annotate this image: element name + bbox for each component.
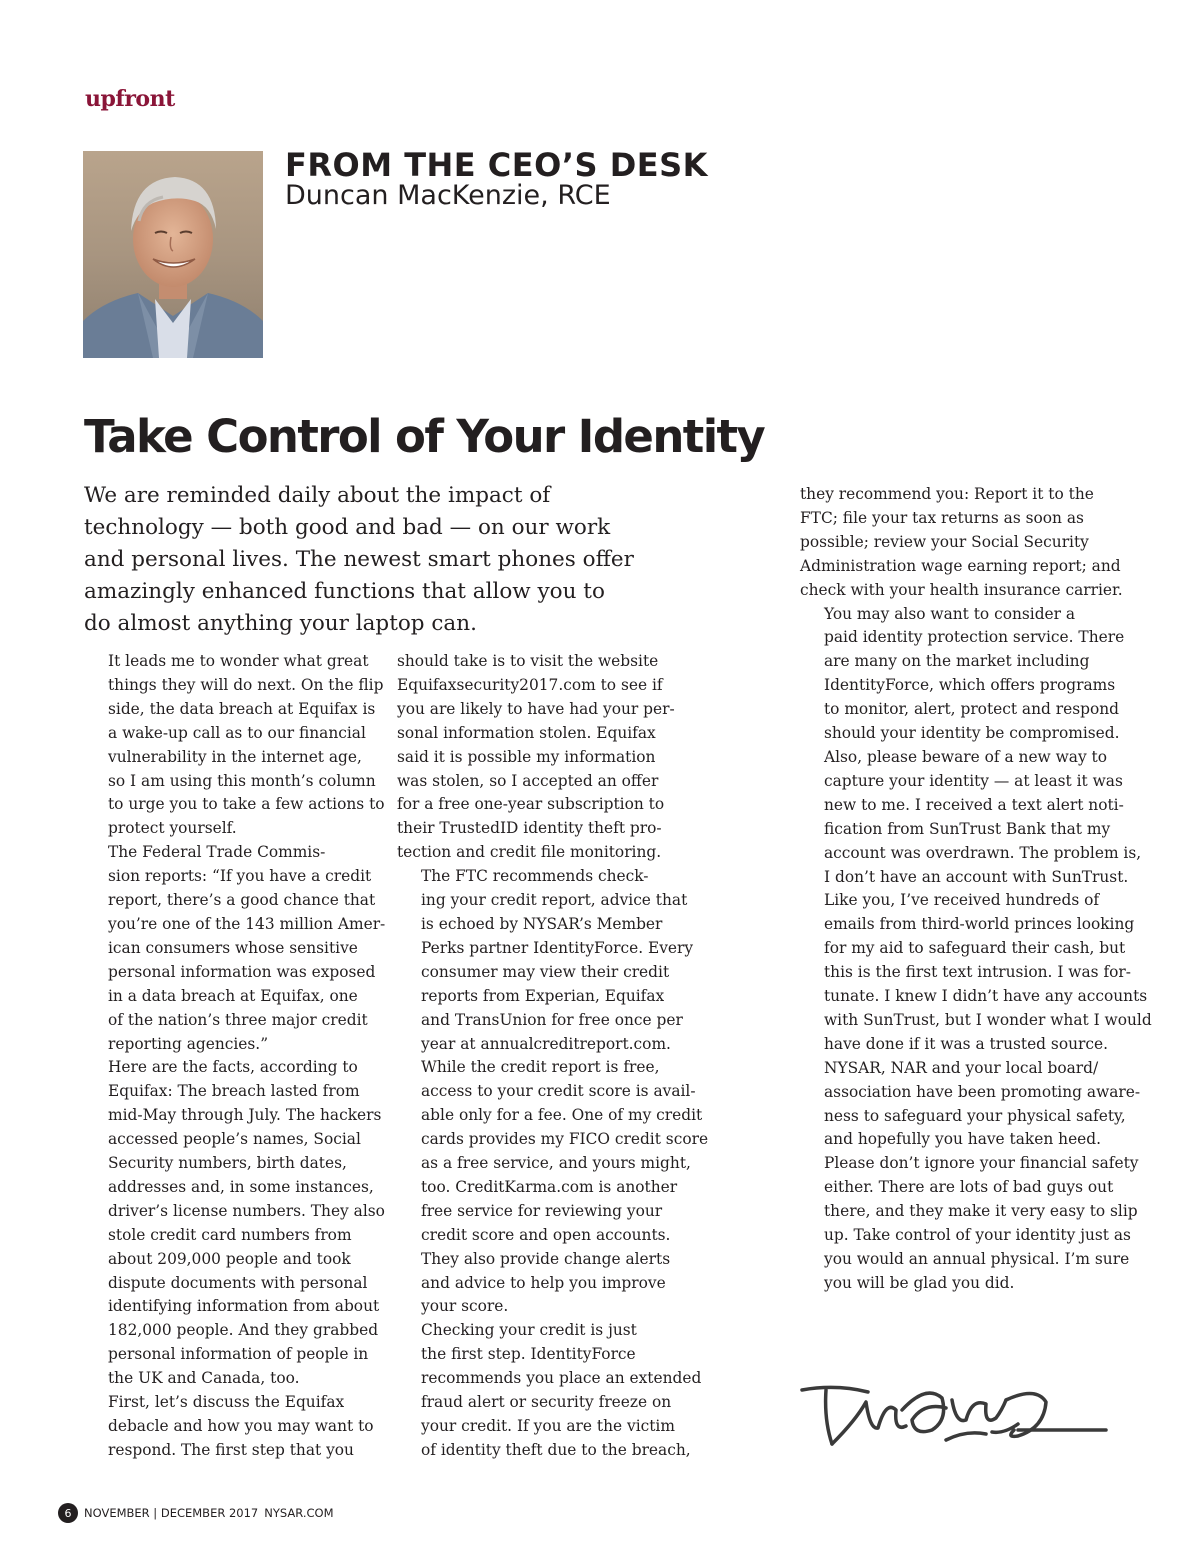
text-line: up. Take control of your identity just as: [824, 1226, 1131, 1245]
text-line: should take is to visit the website: [397, 652, 659, 670]
text-line: a wake-up call as to our financial: [108, 723, 366, 742]
paragraph: [397, 650, 692, 865]
text-line: year at annualcreditreport.com.: [421, 1034, 671, 1053]
text-line: possible; review your Social Security: [800, 532, 1089, 551]
text-line: fraud alert or security freeze on: [421, 1393, 672, 1412]
text-line: The Federal Trade Commis-: [108, 843, 326, 862]
text-line: respond. The first step that you: [108, 1440, 354, 1459]
paragraph: [800, 483, 1130, 603]
text-line: IdentityForce, which offers programs: [824, 676, 1116, 695]
page-footer: [58, 1503, 334, 1523]
text-line: check with your health insurance carrier.: [800, 580, 1123, 599]
paragraph: [84, 1391, 379, 1463]
deck-line: We are reminded daily about the impact of: [84, 483, 551, 508]
text-line: While the credit report is free,: [421, 1058, 660, 1077]
text-line: the UK and Canada, too.: [108, 1369, 300, 1388]
paragraph: [397, 1319, 702, 1462]
text-line: emails from third-world princes looking: [824, 915, 1135, 934]
text-line: Also, please beware of a new way to: [824, 747, 1108, 766]
text-line: said it is possible my information: [397, 747, 656, 766]
paragraph: [800, 746, 1152, 1057]
text-line: things they will do next. On the flip: [108, 675, 384, 694]
text-line: paid identity protection service. There: [824, 628, 1125, 647]
text-line: report, there’s a good chance that: [108, 891, 376, 910]
text-line: It leads me to wonder what great: [108, 652, 369, 670]
text-line: FTC; file your tax returns as soon as: [800, 508, 1084, 527]
text-line: Equifax: The breach lasted from: [108, 1082, 360, 1101]
text-line: either. There are lots of bad guys out: [824, 1178, 1114, 1197]
text-line: access to your credit score is avail-: [421, 1082, 696, 1101]
deck-intro: [84, 480, 684, 640]
text-line: side, the data breach at Equifax is: [108, 699, 376, 718]
text-line: new to me. I received a text alert noti-: [824, 795, 1124, 814]
text-line: addresses and, in some instances,: [108, 1177, 374, 1196]
text-line: stole credit card numbers from: [108, 1225, 352, 1244]
page-title: Take Control of Your Identity: [84, 410, 765, 463]
text-line: Perks partner IdentityForce. Every: [421, 938, 694, 957]
text-line: their TrustedID identity theft pro-: [397, 819, 662, 838]
body-column-3: [800, 483, 1152, 1296]
text-line: the first step. IdentityForce: [421, 1345, 636, 1364]
paragraph: [800, 603, 1130, 746]
body-column-2: [397, 650, 709, 1463]
text-line: credit score and open accounts.: [421, 1225, 671, 1244]
text-line: tunate. I knew I didn’t have any accounts: [824, 987, 1148, 1006]
text-line: personal information of people in: [108, 1345, 369, 1364]
text-line: of identity theft due to the breach,: [421, 1440, 691, 1459]
text-line: Security numbers, birth dates,: [108, 1154, 347, 1173]
text-line: Please don’t ignore your financial safety: [824, 1154, 1139, 1173]
text-line: your score.: [421, 1297, 509, 1316]
text-line: cards provides my FICO credit score: [421, 1130, 709, 1149]
text-line: and hopefully you have taken heed.: [824, 1130, 1102, 1149]
text-line: ness to safeguard your physical safety,: [824, 1106, 1126, 1125]
issue-date: NOVEMBER | DECEMBER 2017: [84, 1506, 259, 1520]
text-line: accessed people’s names, Social: [108, 1130, 361, 1149]
text-line: NYSAR, NAR and your local board/: [824, 1058, 1099, 1077]
text-line: Like you, I’ve received hundreds of: [824, 891, 1100, 910]
text-line: have done if it was a trusted source.: [824, 1034, 1108, 1053]
text-line: account was overdrawn. The problem is,: [824, 843, 1142, 862]
deck-line: amazingly enhanced functions that allow you to: [84, 579, 605, 604]
text-line: reporting agencies.”: [108, 1034, 269, 1053]
text-line: 182,000 people. And they grabbed: [108, 1321, 379, 1340]
text-line: They also provide change alerts: [421, 1249, 671, 1268]
text-line: ican consumers whose sensitive: [108, 938, 358, 957]
body-column-1: [84, 650, 386, 1463]
text-line: and TransUnion for free once per: [421, 1010, 683, 1029]
column-title: FROM THE CEO’S DESK: [285, 146, 708, 184]
text-line: reports from Experian, Equifax: [421, 986, 665, 1005]
text-line: and advice to help you improve: [421, 1273, 666, 1292]
text-line: free service for reviewing your: [421, 1201, 663, 1220]
text-line: are many on the market including: [824, 652, 1090, 671]
author-name: Duncan MacKenzie, RCE: [285, 180, 611, 211]
text-line: I don’t have an account with SunTrust.: [824, 867, 1129, 886]
text-line: association have been promoting aware-: [824, 1082, 1141, 1101]
text-line: tection and credit file monitoring.: [397, 843, 662, 862]
section-tag: upfront: [85, 86, 175, 112]
paragraph: [800, 1057, 1141, 1296]
text-line: identifying information from about: [108, 1297, 380, 1316]
text-line: for my aid to safeguard their cash, but: [824, 939, 1126, 958]
text-line: The FTC recommends check-: [421, 867, 649, 886]
text-line: you would an annual physical. I’m sure: [824, 1250, 1130, 1268]
text-line: capture your identity — at least it was: [824, 771, 1123, 790]
paragraph: [84, 650, 385, 841]
text-line: this is the first text intrusion. I was for-: [824, 963, 1131, 982]
text-line: as a free service, and yours might,: [421, 1154, 691, 1173]
text-line: recommends you place an extended: [421, 1369, 702, 1388]
text-line: able only for a fee. One of my credit: [421, 1106, 703, 1125]
text-line: consumer may view their credit: [421, 962, 670, 981]
text-line: protect yourself.: [108, 819, 237, 838]
text-line: Here are the facts, according to: [108, 1058, 358, 1077]
text-line: sion reports: “If you have a credit: [108, 867, 372, 886]
site-url: NYSAR.COM: [264, 1506, 334, 1520]
text-line: vulnerability in the internet age,: [108, 747, 362, 766]
text-line: Administration wage earning report; and: [800, 556, 1121, 575]
paragraph: [397, 865, 709, 1319]
paragraph: [84, 841, 386, 1056]
text-line: driver’s license numbers. They also: [108, 1201, 385, 1220]
text-line: Equifaxsecurity2017.com to see if: [397, 675, 663, 694]
text-line: to urge you to take a few actions to: [108, 795, 385, 814]
text-line: ing your credit report, advice that: [421, 891, 688, 910]
ceo-signature: [796, 1380, 1110, 1456]
text-line: for a free one-year subscription to: [397, 795, 665, 814]
text-line: with SunTrust, but I wonder what I would: [824, 1010, 1152, 1029]
text-line: your credit. If you are the victim: [421, 1417, 675, 1435]
text-line: there, and they make it very easy to slip: [824, 1202, 1138, 1221]
text-line: they recommend you: Report it to the: [800, 485, 1094, 503]
text-line: you will be glad you did.: [824, 1273, 1015, 1292]
text-line: too. CreditKarma.com is another: [421, 1177, 678, 1196]
text-line: of the nation’s three major credit: [108, 1010, 368, 1029]
text-line: about 209,000 people and took: [108, 1249, 351, 1268]
text-line: in a data breach at Equifax, one: [108, 986, 358, 1005]
text-line: to monitor, alert, protect and respond: [824, 700, 1120, 719]
text-line: You may also want to consider a: [824, 604, 1076, 623]
text-line: should your identity be compromised.: [824, 724, 1120, 743]
text-line: you’re one of the 143 million Amer-: [108, 914, 386, 933]
page-number: 6: [58, 1503, 78, 1523]
text-line: is echoed by NYSAR’s Member: [421, 914, 663, 933]
text-line: was stolen, so I accepted an offer: [397, 771, 659, 790]
text-line: you are likely to have had your per-: [397, 699, 675, 718]
text-line: so I am using this month’s column: [108, 771, 376, 790]
text-line: debacle and how you may want to: [108, 1417, 374, 1435]
paragraph: [84, 1056, 385, 1391]
text-line: mid-May through July. The hackers: [108, 1106, 382, 1125]
deck-line: do almost anything your laptop can.: [84, 611, 477, 636]
text-line: dispute documents with personal: [108, 1273, 368, 1292]
text-line: First, let’s discuss the Equifax: [108, 1393, 345, 1412]
deck-line: and personal lives. The newest smart phones offer: [84, 547, 634, 572]
text-line: Checking your credit is just: [421, 1321, 637, 1340]
text-line: fication from SunTrust Bank that my: [824, 819, 1111, 838]
deck-line: technology — both good and bad — on our work: [84, 515, 611, 540]
text-line: personal information was exposed: [108, 962, 376, 981]
author-photo: [83, 151, 263, 358]
text-line: sonal information stolen. Equifax: [397, 723, 656, 742]
